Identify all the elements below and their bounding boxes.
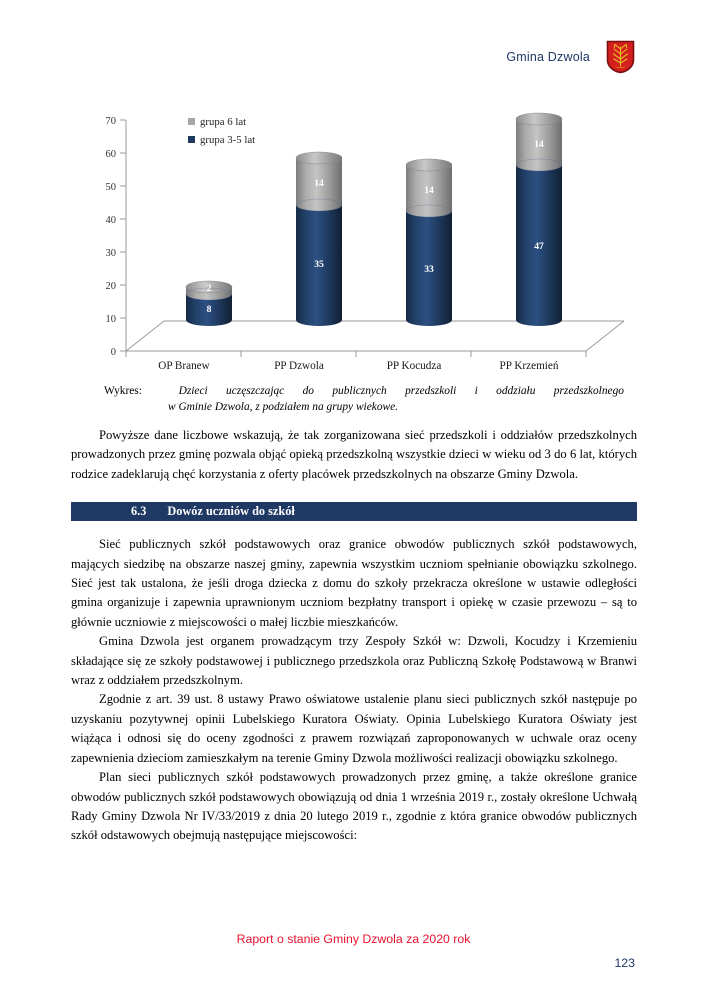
stacked-cylinder-chart bbox=[104, 112, 624, 372]
paragraph-4: Zgodnie z art. 39 ust. 8 ustawy Prawo oświatowe ustalenie planu sieci publicznych szkół następuje po uzyskaniu pozytywnej opinii Lubelskiego Kuratora Oświaty. Opinia Lubelskiego Kuratora Oświaty jest wiążąca i odnosi się do oceny zgodności z prawem rozwiązań zaproponowanych w uchwale oraz oceny zapewnienia dzieciom zamieszkałym na terenie Gminy Dzwola możliwości realizacji obowiązku szkolnego. bbox=[71, 692, 637, 765]
legend-label-grupa-3-5-lat: grupa 3-5 lat bbox=[200, 134, 256, 146]
y-tick-label: 20 bbox=[105, 281, 116, 292]
header-content bbox=[506, 40, 635, 74]
section-number: 6.3 bbox=[131, 504, 147, 519]
x-tick-labels bbox=[158, 360, 559, 372]
footer-report-title: Raport o stanie Gminy Dzwola za 2020 rok bbox=[236, 932, 471, 946]
paragraph-1: Powyższe dane liczbowe wskazują, że tak zorganizowana sieć przedszkoli i oddziałów przedszkolnych prowadzonych przez gminę pozwala objąć opieką przedszkolną wszystkie dzieci w wieku od 3 do 6 lat, których rodzice zadeklarują chęć korzystania z oferty placówek przedszkolnych na obszarze Gminy Dzwola. bbox=[71, 428, 637, 481]
figure-caption bbox=[104, 384, 624, 415]
y-tick-label: 70 bbox=[105, 116, 116, 127]
caption-line-1 bbox=[104, 384, 624, 400]
section-heading-6-3 bbox=[71, 502, 637, 521]
bar-label-gray: 14 bbox=[314, 178, 324, 189]
y-tick-label: 50 bbox=[105, 182, 116, 193]
y-tick-label: 60 bbox=[105, 149, 116, 160]
chart-bar-op-branew bbox=[186, 281, 232, 326]
paragraph-5: Plan sieci publicznych szkół podstawowych prowadzonych przez gminę, a także określone granice obwodów publicznych szkół podstawowych obowiązują od dnia 1 września 2019 r., zostały określone Uchwałą Rady Gminy Dzwola Nr IV/33/2019 z dnia 20 lutego 2019 r., zgodnie z która granice obwodów publicznych szkół odstawowych obejmują następujące miejscowości: bbox=[71, 770, 637, 843]
y-tick-label: 30 bbox=[105, 248, 116, 259]
x-tick-label: PP Kocudza bbox=[386, 360, 442, 372]
bar-label-gray: 14 bbox=[424, 185, 434, 196]
bar-label-blue: 35 bbox=[314, 259, 324, 270]
page-header bbox=[0, 0, 707, 92]
y-tick-label: 10 bbox=[105, 314, 116, 325]
coat-of-arms-icon bbox=[606, 40, 635, 74]
paragraph-3: Gmina Dzwola jest organem prowadzącym trzy Zespoły Szkół w: Dzwoli, Kocudzy i Krzemieniu składające się ze szkoły podstawowej i publicznego przedszkola oraz Publiczną Szkołę Podstawową w Branwi wraz z oddziałem przedszkolnym. bbox=[71, 634, 637, 688]
caption-text-line-2: w Gminie Dzwola, z podziałem na grupy wiekowe. bbox=[168, 400, 399, 413]
legend-label-grupa-6-lat: grupa 6 lat bbox=[200, 116, 247, 128]
chart-legend bbox=[188, 116, 255, 146]
chart-figure bbox=[104, 112, 624, 372]
paragraph-2: Sieć publicznych szkół podstawowych oraz granice obwodów publicznych szkół podstawowych, mających siedzibę na obszarze naszej gminy, zapewnia wszystkim uczniom spełnianie obowiązku szkolnego. Sieć jest tak ustalona, że jeśli droga dziecka z domu do szkoły przekracza określone w ustawie odległości gmina organizuje i zapewnia uprawnionym uczniom bezpłatny transport i opiekę w czasie przewozu – są to głównie uczniowie z miejscowości o małej liczbie mieszkańców. bbox=[71, 537, 637, 629]
y-axis bbox=[106, 116, 127, 358]
page-number: 123 bbox=[614, 956, 635, 970]
page-footer bbox=[0, 922, 707, 1000]
legend-swatch-grupa-6-lat bbox=[188, 118, 195, 125]
bar-label-blue: 8 bbox=[206, 304, 212, 315]
bar-label-gray: 2 bbox=[206, 283, 212, 294]
chart-bar-pp-krzemien bbox=[516, 113, 562, 326]
chart-bar-pp-kocudza bbox=[406, 159, 452, 326]
caption-label: Wykres: bbox=[104, 385, 142, 397]
bar-label-gray: 14 bbox=[534, 139, 544, 150]
x-tick-label: PP Krzemień bbox=[499, 360, 559, 372]
x-axis bbox=[126, 351, 586, 357]
bar-label-blue: 33 bbox=[424, 264, 434, 275]
y-tick-label: 0 bbox=[110, 347, 116, 358]
x-tick-label: OP Branew bbox=[158, 360, 210, 372]
document-content bbox=[71, 426, 637, 846]
caption-text-line-1: Dzieci uczęszczając do publicznych przedszkoli i oddziału przedszkolnego bbox=[178, 385, 624, 397]
page-title: Gmina Dzwola bbox=[506, 50, 590, 64]
section-title: Dowóz uczniów do szkół bbox=[167, 504, 295, 519]
chart-bar-pp-dzwola bbox=[296, 152, 342, 326]
legend-swatch-grupa-3-5-lat bbox=[188, 136, 195, 143]
x-tick-label: PP Dzwola bbox=[274, 360, 324, 372]
y-tick-label: 40 bbox=[105, 215, 116, 226]
bar-label-blue: 47 bbox=[534, 241, 544, 252]
